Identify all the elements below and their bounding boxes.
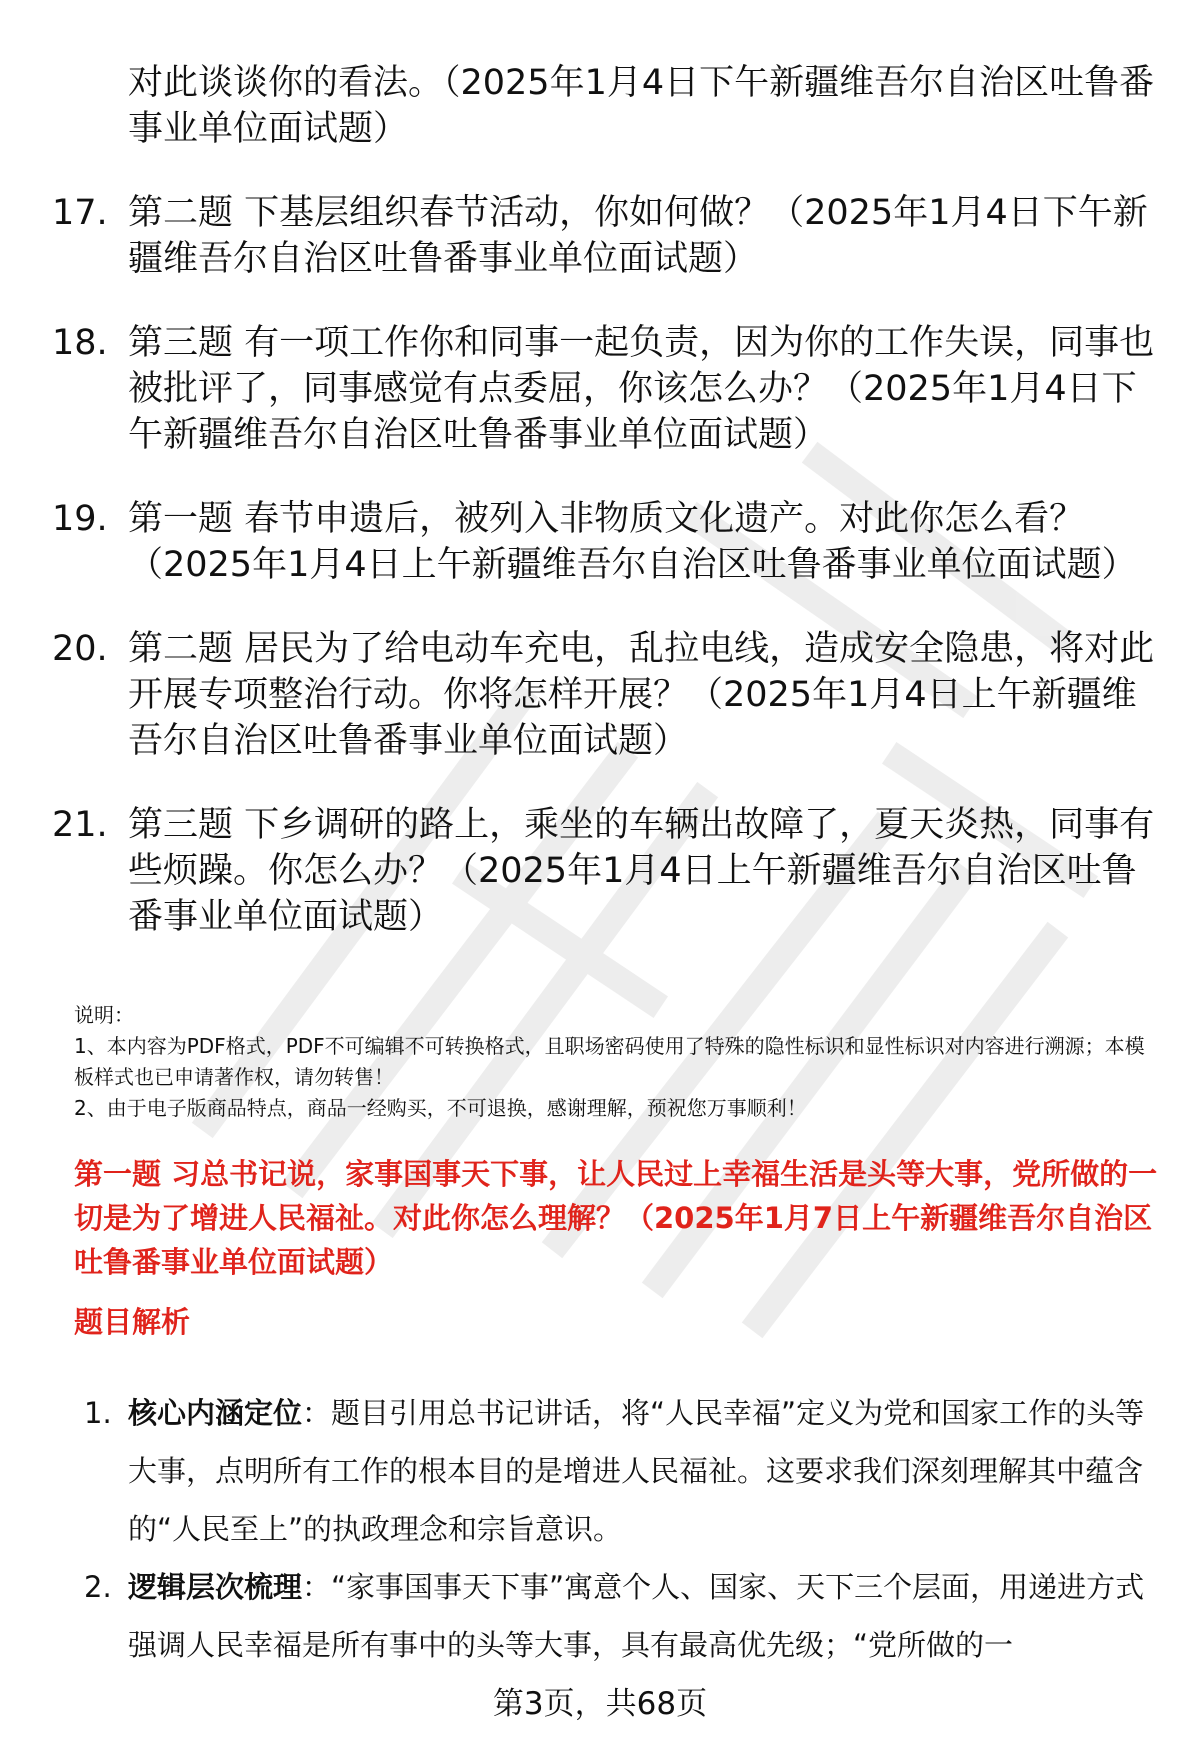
notice-heading: 说明： <box>74 1003 134 1027</box>
featured-question-title: 第一题 习总书记说，家事国事天下事，让人民过上幸福生活是头等大事，党所做的一切是为了增进人民福祉。对此你怎么理解？（2025年1月7日上午新疆维吾尔自治区吐鲁番事业单位面试题） <box>74 1157 1158 1279</box>
notice-block <box>74 1000 1164 1124</box>
analysis-label: 核心内涵定位 <box>128 1396 303 1430</box>
question-text: 对此谈谈你的看法。（2025年1月4日下午新疆维吾尔自治区吐鲁番事业单位面试题） <box>128 63 1155 149</box>
question-item <box>0 802 1158 940</box>
question-text: 第一题 春节申遗后，被列入非物质文化遗产。对此你怎么看？（2025年1月4日上午新疆维吾尔自治区吐鲁番事业单位面试题） <box>128 499 1137 585</box>
question-list <box>0 60 1200 978</box>
question-number: 21. <box>52 805 108 845</box>
analysis-item <box>0 1558 1148 1674</box>
analysis-number: 1. <box>84 1396 112 1430</box>
question-number: 17. <box>52 193 108 233</box>
question-number: 20. <box>52 629 108 669</box>
question-number: 18. <box>52 323 108 363</box>
question-text: 第三题 下乡调研的路上，乘坐的车辆出故障了，夏天炎热，同事有些烦躁。你怎么办？（2025年1月4日上午新疆维吾尔自治区吐鲁番事业单位面试题） <box>128 805 1155 937</box>
question-text: 第二题 下基层组织春节活动，你如何做？（2025年1月4日下午新疆维吾尔自治区吐鲁番事业单位面试题） <box>128 193 1148 279</box>
page-number: 第3页，共68页 <box>492 1686 708 1722</box>
question-number: 19. <box>52 499 108 539</box>
analysis-list <box>0 1384 1200 1674</box>
question-item <box>0 320 1158 458</box>
question-text: 第二题 居民为了给电动车充电，乱拉电线，造成安全隐患，将对此开展专项整治行动。你将怎样开展？（2025年1月4日上午新疆维吾尔自治区吐鲁番事业单位面试题） <box>128 629 1155 761</box>
question-text: 第三题 有一项工作你和同事一起负责，因为你的工作失误，同事也被批评了，同事感觉有点委屈，你该怎么办？（2025年1月4日下午新疆维吾尔自治区吐鲁番事业单位面试题） <box>128 323 1155 455</box>
question-item <box>0 496 1158 588</box>
section-heading: 题目解析 <box>74 1305 191 1339</box>
analysis-text: ：题目引用总书记讲话，将“人民幸福”定义为党和国家工作的头等大事，点明所有工作的根本目的是增进人民福祉。这要求我们深刻理解其中蕴含的“人民至上”的执政理念和宗旨意识。 <box>128 1396 1145 1546</box>
question-item <box>0 60 1158 152</box>
analysis-label: 逻辑层次梳理 <box>128 1570 303 1604</box>
analysis-number: 2. <box>84 1570 112 1604</box>
analysis-item <box>0 1384 1148 1558</box>
notice-line: 2、由于电子版商品特点，商品一经购买，不可退换，感谢理解，预祝您万事顺利！ <box>74 1096 807 1120</box>
analysis-text: ：“家事国事天下事”寓意个人、国家、天下三个层面，用递进方式强调人民幸福是所有事中的头等大事，具有最高优先级；“党所做的一 <box>128 1570 1145 1662</box>
question-item <box>0 190 1158 282</box>
question-item <box>0 626 1158 764</box>
notice-line: 1、本内容为PDF格式，PDF不可编辑不可转换格式，且职场密码使用了特殊的隐性标识和显性标识对内容进行溯源；本模板样式也已申请著作权，请勿转售！ <box>74 1034 1145 1089</box>
